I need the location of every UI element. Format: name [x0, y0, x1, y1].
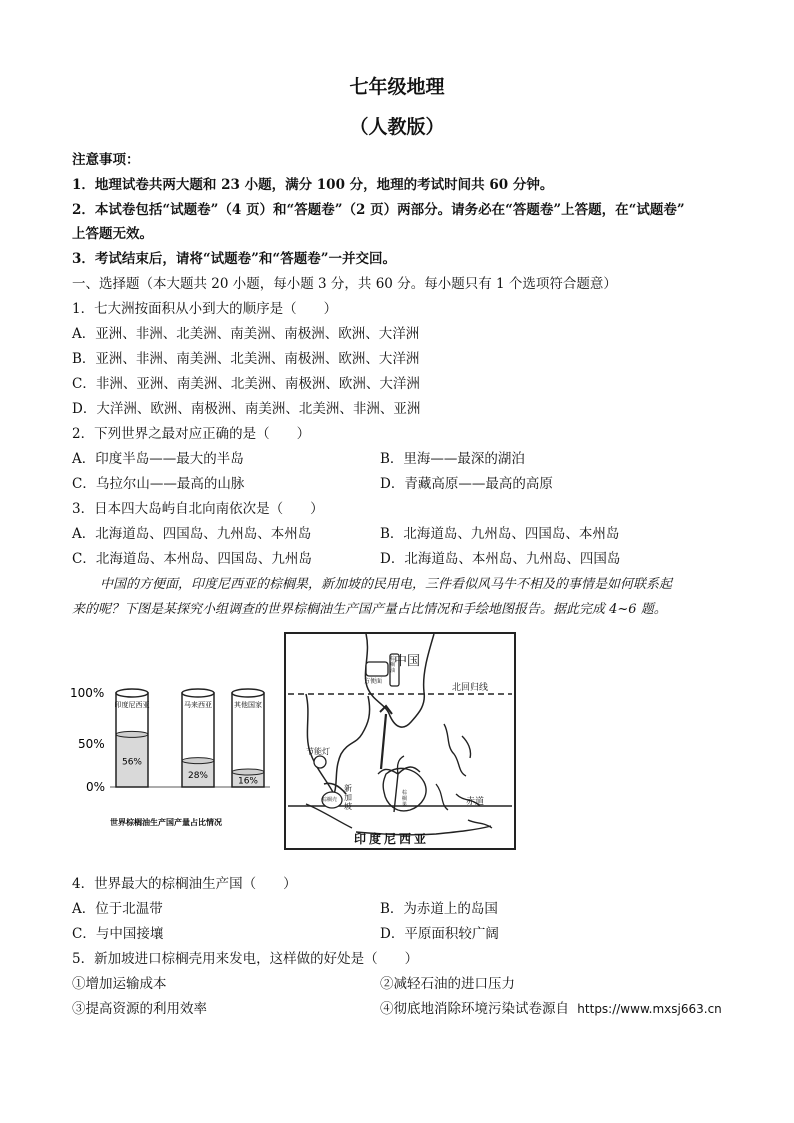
- label-tropic: 北回归线: [452, 680, 488, 693]
- q3-option-a: A．北海道岛、四国岛、九州岛、本州岛: [72, 526, 312, 542]
- q1-option-a: A．亚洲、非洲、北美洲、南美洲、南极洲、欧洲、大洋洲: [72, 326, 420, 342]
- q5-stem: 5．新加坡进口棕榈壳用来发电，这样做的好处是（ ）: [72, 951, 419, 967]
- peninsula-coast: [306, 694, 370, 794]
- notice-item-2: 2．本试卷包括“试题卷”（4 页）和“答题卷”（2 页）两部分。请务必在“答题卷”上答题，在“试题卷”: [72, 202, 685, 218]
- q5-option-3: ③提高资源的利用效率: [72, 1001, 207, 1017]
- q4-option-a: A．位于北温带: [72, 901, 163, 917]
- q4-option-c: C．与中国接壤: [72, 926, 164, 942]
- arrow-to-china: [381, 714, 386, 769]
- q3-option-b: B．北海道岛、九州岛、四国岛、本州岛: [380, 526, 620, 542]
- philippines-islands: [444, 724, 471, 776]
- y-tick-0: 0%: [86, 780, 106, 794]
- y-tick-100: 100%: [70, 686, 105, 700]
- q4-option-d: D．平原面积较广阔: [380, 926, 499, 942]
- notice-heading: 注意事项：: [72, 152, 140, 168]
- value-label-2: 16%: [237, 776, 259, 787]
- noodle-bowl-icon: [366, 662, 388, 676]
- label-oil-bottle: 棕榈油: [390, 656, 396, 674]
- value-label-0: 56%: [121, 757, 143, 768]
- chart-title: 世界棕榈油生产国产量占比情况: [110, 818, 222, 827]
- value-label-1: 28%: [187, 770, 209, 781]
- notice-item-1: 1．地理试卷共两大题和 23 小题，满分 100 分，地理的考试时间共 60 分钟。: [72, 177, 554, 193]
- q5-option-4: [380, 997, 722, 1017]
- palm-tree-icon: [378, 756, 420, 812]
- source-url[interactable]: https://www.mxsj663.cn: [577, 1002, 722, 1016]
- category-label-1: 马来西亚: [184, 701, 212, 709]
- hand-drawn-map: [284, 632, 516, 850]
- notice-item-2-cont: 上答题无效。: [72, 226, 153, 242]
- lamp-icon: [314, 756, 326, 768]
- cylinder-0: [115, 689, 150, 787]
- q3-option-c: C．北海道岛、本州岛、四国岛、九州岛: [72, 551, 312, 567]
- bar-level-1: [182, 758, 214, 764]
- label-indonesia: 印度尼西亚: [354, 832, 430, 846]
- passage-line-2: 来的呢？下图是某探究小组调查的世界棕榈油生产国产量占比情况和手绘地图报告。据此完成 4~6 题。: [72, 602, 667, 617]
- q5-option-1: ①增加运输成本: [72, 976, 167, 992]
- cylinder-2: [232, 689, 264, 787]
- label-equator: 赤道: [466, 797, 485, 807]
- q5-option-2: ②减轻石油的进口压力: [380, 976, 515, 992]
- q4-stem: 4．世界最大的棕榈油生产国（ ）: [72, 876, 297, 892]
- notice-item-3: 3．考试结束后，请将“试题卷”和“答题卷”一并交回。: [72, 251, 396, 267]
- label-palm-shell: 棕榈壳: [322, 797, 338, 803]
- cylinder-1: [182, 689, 214, 787]
- q5-option-4-text: ④彻底地消除环境污染试卷源自: [380, 1001, 569, 1017]
- q2-option-c: C．乌拉尔山——最高的山脉: [72, 476, 245, 492]
- q4-option-b: B．为赤道上的岛国: [380, 901, 498, 917]
- q1-option-c: C．非洲、亚洲、南美洲、北美洲、南极洲、欧洲、大洋洲: [72, 376, 420, 392]
- label-energy-lamp: 节能灯: [306, 747, 330, 756]
- bar-level-2: [232, 769, 264, 775]
- q3-option-d: D．北海道岛、本州岛、九州岛、四国岛: [380, 551, 621, 567]
- q2-option-a: A．印度半岛——最大的半岛: [72, 451, 244, 467]
- q1-stem: 1．七大洲按面积从小到大的顺序是（ ）: [72, 301, 338, 317]
- q1-option-b: B．亚洲、非洲、南美洲、北美洲、南极洲、欧洲、大洋洲: [72, 351, 420, 367]
- cylinder-top-1: [182, 689, 214, 697]
- q3-stem: 3．日本四大岛屿自北向南依次是（ ）: [72, 501, 324, 517]
- category-label-0: 印度尼西亚: [114, 701, 150, 709]
- label-palm-fruit: 棕榈果: [402, 790, 408, 808]
- cylinder-top-0: [116, 689, 148, 697]
- q1-option-d: D．大洋洲、欧洲、南极洲、南美洲、北美洲、非洲、亚洲: [72, 401, 421, 417]
- y-tick-50: 50%: [78, 737, 105, 751]
- section-heading: 一、选择题（本大题共 20 小题，每小题 3 分，共 60 分。每小题只有 1 个选项符合题意）: [72, 276, 617, 292]
- palm-oil-chart: [70, 675, 280, 835]
- q2-stem: 2．下列世界之最对应正确的是（ ）: [72, 426, 311, 442]
- passage-line-1: 中国的方便面，印度尼西亚的棕榈果，新加坡的民用电，三件看似风马牛不相及的事情是如何联系起: [100, 577, 673, 592]
- page-title: 七年级地理: [349, 76, 445, 98]
- cylinder-top-2: [232, 689, 264, 697]
- category-label-2: 其他国家: [234, 701, 262, 709]
- q2-option-b: B．里海——最深的湖泊: [380, 451, 525, 467]
- q2-option-d: D．青藏高原——最高的高原: [380, 476, 553, 492]
- label-noodles: 方便面: [364, 678, 383, 685]
- bar-level-0: [116, 731, 148, 737]
- page-subtitle: （人教版）: [349, 116, 445, 138]
- label-singapore: 新加坡: [344, 784, 352, 811]
- label-china: 中国: [394, 654, 421, 669]
